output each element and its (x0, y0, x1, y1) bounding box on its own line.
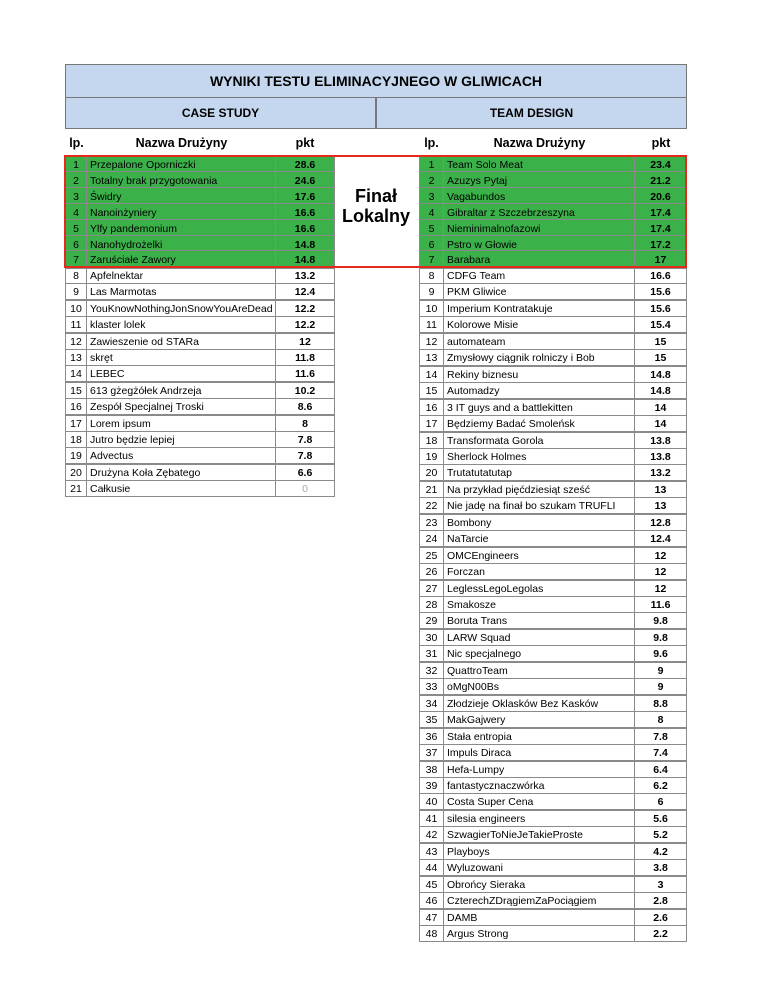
right-lp-cell: 28 (419, 596, 444, 613)
left-team-name-cell: Apfelnektar (86, 267, 276, 284)
right-lp-cell: 48 (419, 925, 444, 942)
right-points-cell: 13.8 (634, 448, 687, 465)
right-points-cell: 15.6 (634, 283, 687, 300)
left-lp-cell: 9 (65, 283, 87, 300)
left-team-name-cell: 613 gżegżółek Andrzeja (86, 382, 276, 399)
right-lp-cell: 30 (419, 629, 444, 646)
left-points-cell: 17.6 (275, 187, 335, 206)
right-points-cell: 7.4 (634, 744, 687, 761)
right-team-name-cell: Automadzy (443, 382, 635, 399)
right-lp-cell: 35 (419, 711, 444, 728)
right-lp-cell: 5 (419, 219, 444, 238)
left-team-name-cell: LEBEC (86, 365, 276, 382)
left-lp-cell: 11 (65, 316, 87, 333)
right-points-cell: 9.8 (634, 612, 687, 629)
right-lp-cell: 14 (419, 366, 444, 383)
right-lp-cell: 27 (419, 580, 444, 597)
left-team-name-cell: Nanoinżyniery (86, 203, 276, 222)
right-points-cell: 13.2 (634, 464, 687, 481)
left-lp-cell: 17 (65, 415, 87, 432)
left-points-cell: 12.2 (275, 300, 335, 317)
right-team-name-cell: Costa Super Cena (443, 793, 635, 810)
right-team-name-cell: Bombony (443, 514, 635, 531)
left-points-cell: 11.8 (275, 349, 335, 366)
right-lp-cell: 12 (419, 333, 444, 350)
right-lp-cell: 24 (419, 530, 444, 547)
left-lp-cell: 1 (65, 155, 87, 174)
right-team-name-cell: CDFG Team (443, 267, 635, 284)
right-lp-cell: 31 (419, 645, 444, 662)
right-team-name-cell: Argus Strong (443, 925, 635, 942)
right-points-cell: 12.8 (634, 514, 687, 531)
right-points-cell: 15 (634, 349, 687, 366)
right-team-name-cell: oMgN00Bs (443, 678, 635, 695)
left-team-name-cell: YouKnowNothingJonSnowYouAreDead (86, 300, 276, 317)
right-team-name-cell: Wyluzowani (443, 859, 635, 876)
left-lp-cell: 10 (65, 300, 87, 317)
right-team-name-cell: Kolorowe Misie (443, 316, 635, 333)
left-points-cell: 6.6 (275, 464, 335, 481)
right-lp-cell: 9 (419, 283, 444, 300)
right-points-cell: 11.6 (634, 596, 687, 613)
right-team-name-cell: Smakosze (443, 596, 635, 613)
left-lp-cell: 5 (65, 219, 87, 238)
right-points-cell: 17.4 (634, 219, 687, 238)
right-points-cell: 13.8 (634, 432, 687, 449)
right-lp-cell: 25 (419, 547, 444, 564)
right-lp-cell: 47 (419, 909, 444, 926)
right-team-name-cell: Pstro w Głowie (443, 235, 635, 254)
left-points-cell: 16.6 (275, 219, 335, 238)
right-team-name-cell: Na przykład pięćdziesiąt sześć (443, 481, 635, 498)
right-lp-cell: 6 (419, 235, 444, 254)
left-points-cell: 16.6 (275, 203, 335, 222)
right-header-name: Nazwa Drużyny (493, 135, 586, 150)
left-points-cell: 0 (275, 480, 335, 497)
right-team-name-cell: Team Solo Meat (443, 155, 635, 174)
left-lp-cell: 13 (65, 349, 87, 366)
right-header-pts: pkt (651, 135, 671, 150)
right-team-name-cell: LeglessLegoLegolas (443, 580, 635, 597)
left-lp-cell: 16 (65, 398, 87, 415)
left-team-name-cell: Drużyna Koła Zębatego (86, 464, 276, 481)
left-lp-cell: 8 (65, 267, 87, 284)
right-points-cell: 13 (634, 497, 687, 514)
right-team-name-cell: silesia engineers (443, 810, 635, 827)
right-points-cell: 13 (634, 481, 687, 498)
right-team-name-cell: Złodzieje Oklasków Bez Kasków (443, 695, 635, 712)
right-lp-cell: 10 (419, 300, 444, 317)
right-team-name-cell: CzterechZDrągiemZaPociągiem (443, 892, 635, 909)
left-points-cell: 12.2 (275, 316, 335, 333)
left-points-cell: 8 (275, 415, 335, 432)
right-team-name-cell: Playboys (443, 843, 635, 860)
right-points-cell: 20.6 (634, 187, 687, 206)
right-points-cell: 3 (634, 876, 687, 893)
right-header-lp: lp. (424, 135, 439, 150)
final-label-line1: Finał (354, 186, 397, 206)
right-lp-cell: 2 (419, 171, 444, 190)
left-lp-cell: 6 (65, 235, 87, 254)
right-team-name-cell: Obrońcy Sieraka (443, 876, 635, 893)
right-points-cell: 6.2 (634, 777, 687, 794)
right-team-name-cell: Hefa-Lumpy (443, 761, 635, 778)
left-header-name: Nazwa Drużyny (135, 135, 228, 150)
right-lp-cell: 36 (419, 728, 444, 745)
right-points-cell: 14.8 (634, 382, 687, 399)
section-case-study-label: CASE STUDY (181, 106, 260, 120)
left-points-cell: 13.2 (275, 267, 335, 284)
left-team-name-cell: Lorem ipsum (86, 415, 276, 432)
right-lp-cell: 37 (419, 744, 444, 761)
left-points-cell: 11.6 (275, 365, 335, 382)
right-lp-cell: 26 (419, 563, 444, 580)
right-lp-cell: 18 (419, 432, 444, 449)
right-team-name-cell: PKM Gliwice (443, 283, 635, 300)
left-team-name-cell: Las Marmotas (86, 283, 276, 300)
left-points-cell: 12 (275, 333, 335, 350)
right-points-cell: 6 (634, 793, 687, 810)
left-lp-cell: 2 (65, 171, 87, 190)
page-title-text: WYNIKI TESTU ELIMINACYJNEGO W GLIWICACH (209, 73, 543, 89)
right-points-cell: 15.4 (634, 316, 687, 333)
right-lp-cell: 45 (419, 876, 444, 893)
right-points-cell: 5.6 (634, 810, 687, 827)
right-points-cell: 9.6 (634, 645, 687, 662)
right-lp-cell: 41 (419, 810, 444, 827)
left-points-cell: 24.6 (275, 171, 335, 190)
right-team-name-cell: Stała entropia (443, 728, 635, 745)
right-team-name-cell: NaTarcie (443, 530, 635, 547)
right-lp-cell: 19 (419, 448, 444, 465)
right-points-cell: 2.8 (634, 892, 687, 909)
final-label (336, 186, 416, 226)
final-label-line2: Lokalny (341, 206, 411, 226)
left-lp-cell: 4 (65, 203, 87, 222)
right-lp-cell: 16 (419, 399, 444, 416)
left-team-name-cell: Zawieszenie od STARa (86, 333, 276, 350)
right-points-cell: 17.4 (634, 203, 687, 222)
right-lp-cell: 3 (419, 187, 444, 206)
right-points-cell: 23.4 (634, 155, 687, 174)
right-lp-cell: 21 (419, 481, 444, 498)
right-team-name-cell: Gibraltar z Szczebrzeszyna (443, 203, 635, 222)
right-team-name-cell: Nieminimalnofazowi (443, 219, 635, 238)
left-team-name-cell: Jutro będzie lepiej (86, 431, 276, 448)
right-points-cell: 2.6 (634, 909, 687, 926)
left-team-name-cell: Przepalone Oporniczki (86, 155, 276, 174)
right-lp-cell: 13 (419, 349, 444, 366)
left-team-name-cell: Ylfy pandemonium (86, 219, 276, 238)
right-team-name-cell: OMCEngineers (443, 547, 635, 564)
right-team-name-cell: Barabara (443, 250, 635, 269)
right-lp-cell: 46 (419, 892, 444, 909)
section-team-design-label: TEAM DESIGN (489, 106, 574, 120)
left-team-name-cell: Nanohydrożelki (86, 235, 276, 254)
left-lp-cell: 7 (65, 250, 87, 269)
right-team-name-cell: Forczan (443, 563, 635, 580)
left-lp-cell: 12 (65, 333, 87, 350)
left-team-name-cell: skręt (86, 349, 276, 366)
right-points-cell: 9 (634, 662, 687, 679)
left-team-name-cell: Advectus (86, 447, 276, 464)
left-points-cell: 7.8 (275, 431, 335, 448)
right-lp-cell: 32 (419, 662, 444, 679)
left-points-cell: 14.8 (275, 235, 335, 254)
right-team-name-cell: QuattroTeam (443, 662, 635, 679)
right-team-name-cell: DAMB (443, 909, 635, 926)
left-lp-cell: 14 (65, 365, 87, 382)
section-team-design (376, 98, 687, 129)
right-points-cell: 6.4 (634, 761, 687, 778)
right-team-name-cell: Nie jadę na finał bo szukam TRUFLI (443, 497, 635, 514)
right-lp-cell: 8 (419, 267, 444, 284)
right-lp-cell: 43 (419, 843, 444, 860)
right-lp-cell: 1 (419, 155, 444, 174)
right-points-cell: 9 (634, 678, 687, 695)
right-lp-cell: 4 (419, 203, 444, 222)
page-title (65, 64, 687, 98)
right-lp-cell: 23 (419, 514, 444, 531)
right-team-name-cell: 3 IT guys and a battlekitten (443, 399, 635, 416)
right-lp-cell: 39 (419, 777, 444, 794)
right-team-name-cell: Zmysłowy ciągnik rolniczy i Bob (443, 349, 635, 366)
left-header-pts: pkt (295, 135, 315, 150)
left-header-lp: lp. (69, 135, 84, 150)
right-lp-cell: 11 (419, 316, 444, 333)
right-points-cell: 8 (634, 711, 687, 728)
right-team-name-cell: Będziemy Badać Smoleńsk (443, 415, 635, 432)
left-team-name-cell: Zespół Specjalnej Troski (86, 398, 276, 415)
left-points-cell: 14.8 (275, 250, 335, 269)
right-points-cell: 4.2 (634, 843, 687, 860)
left-team-name-cell: Świdry (86, 187, 276, 206)
right-team-name-cell: Nic specjalnego (443, 645, 635, 662)
right-points-cell: 21.2 (634, 171, 687, 190)
right-team-name-cell: LARW Squad (443, 629, 635, 646)
right-points-cell: 12 (634, 563, 687, 580)
right-points-cell: 15.6 (634, 300, 687, 317)
right-points-cell: 16.6 (634, 267, 687, 284)
right-points-cell: 12 (634, 547, 687, 564)
left-team-name-cell: Zaruściałe Zawory (86, 250, 276, 269)
left-points-cell: 8.6 (275, 398, 335, 415)
left-team-name-cell: Całkusie (86, 480, 276, 497)
left-points-cell: 28.6 (275, 155, 335, 174)
right-team-name-cell: Trutatutatutap (443, 464, 635, 481)
right-lp-cell: 7 (419, 250, 444, 269)
right-team-name-cell: Rekiny biznesu (443, 366, 635, 383)
left-points-cell: 10.2 (275, 382, 335, 399)
right-lp-cell: 42 (419, 826, 444, 843)
right-team-name-cell: Imperium Kontratakuje (443, 300, 635, 317)
right-points-cell: 15 (634, 333, 687, 350)
right-team-name-cell: Transformata Gorola (443, 432, 635, 449)
right-lp-cell: 29 (419, 612, 444, 629)
right-lp-cell: 44 (419, 859, 444, 876)
right-points-cell: 14.8 (634, 366, 687, 383)
right-lp-cell: 15 (419, 382, 444, 399)
right-team-name-cell: Vagabundos (443, 187, 635, 206)
right-lp-cell: 34 (419, 695, 444, 712)
left-lp-cell: 15 (65, 382, 87, 399)
right-points-cell: 14 (634, 415, 687, 432)
right-points-cell: 12 (634, 580, 687, 597)
left-points-cell: 12.4 (275, 283, 335, 300)
right-lp-cell: 17 (419, 415, 444, 432)
right-team-name-cell: Azuzys Pytaj (443, 171, 635, 190)
right-team-name-cell: Boruta Trans (443, 612, 635, 629)
right-points-cell: 9.8 (634, 629, 687, 646)
right-points-cell: 5.2 (634, 826, 687, 843)
right-points-cell: 14 (634, 399, 687, 416)
right-team-name-cell: SzwagierToNieJeTakieProste (443, 826, 635, 843)
right-team-name-cell: MakGajwery (443, 711, 635, 728)
right-lp-cell: 20 (419, 464, 444, 481)
left-lp-cell: 21 (65, 480, 87, 497)
right-points-cell: 7.8 (634, 728, 687, 745)
right-team-name-cell: fantastycznaczwórka (443, 777, 635, 794)
left-lp-cell: 19 (65, 447, 87, 464)
right-lp-cell: 22 (419, 497, 444, 514)
left-lp-cell: 20 (65, 464, 87, 481)
right-points-cell: 3.8 (634, 859, 687, 876)
right-lp-cell: 33 (419, 678, 444, 695)
right-team-name-cell: Sherlock Holmes (443, 448, 635, 465)
section-case-study (65, 98, 376, 129)
left-lp-cell: 18 (65, 431, 87, 448)
right-points-cell: 2.2 (634, 925, 687, 942)
right-lp-cell: 40 (419, 793, 444, 810)
left-points-cell: 7.8 (275, 447, 335, 464)
right-lp-cell: 38 (419, 761, 444, 778)
right-points-cell: 17 (634, 250, 687, 269)
right-points-cell: 17.2 (634, 235, 687, 254)
left-team-name-cell: Totalny brak przygotowania (86, 171, 276, 190)
right-points-cell: 8.8 (634, 695, 687, 712)
left-team-name-cell: klaster lolek (86, 316, 276, 333)
left-lp-cell: 3 (65, 187, 87, 206)
right-points-cell: 12.4 (634, 530, 687, 547)
right-team-name-cell: automateam (443, 333, 635, 350)
right-team-name-cell: Impuls Diraca (443, 744, 635, 761)
